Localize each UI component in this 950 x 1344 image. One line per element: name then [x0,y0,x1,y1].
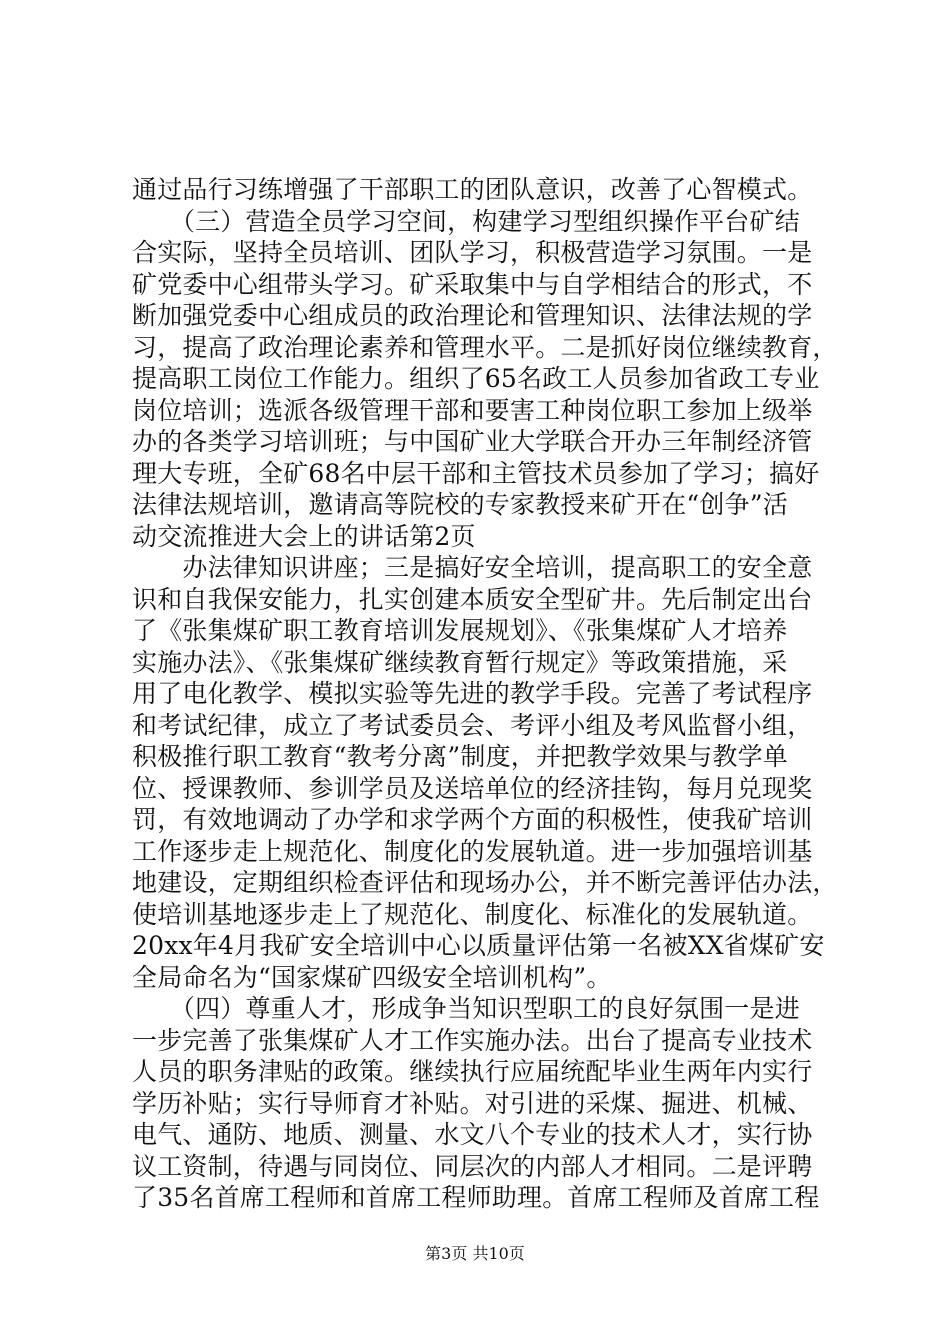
text-line: 电气、通防、地质、测量、水文八个专业的技术人才，实行协 [132,1120,813,1149]
text-line: 法律法规培训，邀请高等院校的专家教授来矿开在“创争”活 [132,490,788,519]
text-line: 议工资制，待遇与同岗位、同层次的内部人才相同。二是评聘 [132,1152,813,1181]
text-line: 理大专班，全矿68名中层干部和主管技术员参加了学习；搞好 [132,459,820,488]
text-line: 全局命名为“国家煤矿四级安全培训机构”。 [132,963,612,992]
text-line: （四）尊重人才，形成争当知识型职工的良好氛围一是进 [132,994,800,1023]
text-line: 合实际，坚持全员培训、团队学习，积极营造学习氛围。一是 [132,238,813,267]
text-line: 办的各类学习培训班；与中国矿业大学联合开办三年制经济管 [132,427,813,456]
text-line: 学历补贴；实行导师育才补贴。对引进的采煤、掘进、机械、 [132,1089,813,1118]
text-line: 识和自我保安能力，扎实创建本质安全型矿井。先后制定出台 [132,585,813,614]
text-line: 罚，有效地调动了办学和求学两个方面的积极性，使我矿培训 [132,805,813,834]
text-line: 地建设，定期组织检查评估和现场办公，并不断完善评估办法， [132,868,838,897]
text-line: 积极推行职工教育“教考分离”制度，并把教学效果与教学单 [132,742,788,771]
text-line: 习，提高了政治理论素养和管理水平。二是抓好岗位继续教育， [132,333,838,362]
text-line: 实施办法》、《张集煤矿继续教育暂行规定》等政策措施，采 [132,648,788,677]
text-line: 20xx年4月我矿安全培训中心以质量评估第一名被XX省煤矿安 [132,931,825,960]
text-line: 动交流推进大会上的讲话第2页 [132,522,476,551]
text-line: 工作逐步走上规范化、制度化的发展轨道。进一步加强培训基 [132,837,813,866]
text-line: 了《张集煤矿职工教育培训发展规划》、《张集煤矿人才培养 [132,616,788,645]
text-line: 断加强党委中心组成员的政治理论和管理知识、法律法规的学 [132,301,813,330]
page-number-footer: 第3页 共10页 [425,1244,525,1263]
text-line: 用了电化教学、模拟实验等先进的教学手段。完善了考试程序 [132,679,813,708]
text-line: （三）营造全员学习空间，构建学习型组织操作平台矿结 [132,207,800,236]
text-line: 办法律知识讲座；三是搞好安全培训，提高职工的安全意 [132,553,813,582]
text-line: 了35名首席工程师和首席工程师助理。首席工程师及首席工程 [132,1183,820,1212]
text-line: 位、授课教师、参训学员及送培单位的经济挂钩，每月兑现奖 [132,774,813,803]
text-line: 使培训基地逐步走上了规范化、制度化、标准化的发展轨道。 [132,900,813,929]
text-line: 岗位培训；选派各级管理干部和要害工种岗位职工参加上级举 [132,396,813,425]
text-line: 矿党委中心组带头学习。矿采取集中与自学相结合的形式，不 [132,270,813,299]
text-line: 和考试纪律，成立了考试委员会、考评小组及考风监督小组， [132,711,813,740]
text-line: 一步完善了张集煤矿人才工作实施办法。出台了提高专业技术 [132,1026,813,1055]
text-line: 提高职工岗位工作能力。组织了65名政工人员参加省政工专业 [132,364,820,393]
text-line: 通过品行习练增强了干部职工的团队意识，改善了心智模式。 [132,175,813,204]
text-line: 人员的职务津贴的政策。继续执行应届统配毕业生两年内实行 [132,1057,813,1086]
